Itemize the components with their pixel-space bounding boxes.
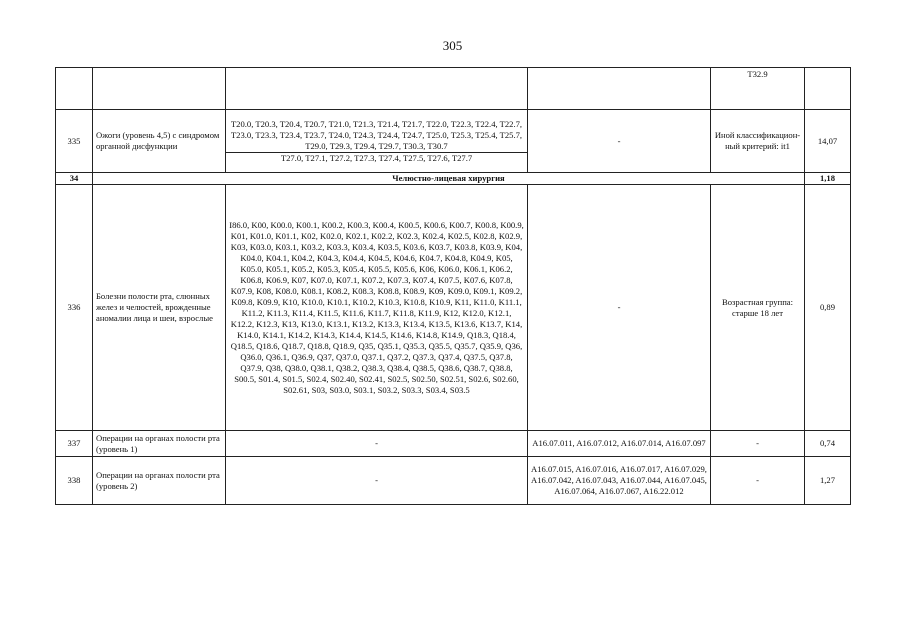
diagnosis-codes [226,68,528,110]
table-row-336 [56,185,851,431]
coefficient: 14,07 [805,110,851,173]
section-title: Челюстно-лицевая хирургия [93,173,805,185]
other-criteria: Иной классификацион-ный критерий: it1 [711,110,805,173]
row-number: 337 [56,431,93,457]
row-name: Болезни полости рта, слюнных желез и челюстей, врожденные аномалии лица и шеи, взрослые [93,185,226,431]
coefficient: 0,74 [805,431,851,457]
diagnosis-codes: - [226,431,528,457]
diagnosis-codes: - [226,457,528,505]
row-name [93,68,226,110]
coefficient: 1,27 [805,457,851,505]
row-name: Операции на органах полости рта (уровень 1) [93,431,226,457]
table-row-continuation [56,68,851,110]
diagnosis-codes-extra: T27.0, T27.1, T27.2, T27.3, T27.4, T27.5, T27.6, T27.7 [280,153,473,163]
csg-table [55,67,851,505]
diagnosis-codes: I86.0, K00, K00.0, K00.1, K00.2, K00.3, K00.4, K00.5, K00.6, K00.7, K00.8, K00.9, K01, K01.0, K01.1, K02, K02.0, K02.1, K02.2, K02.3, K02.4, K02.5, K02.8, K02.9, K03, K03.0, K03.1, K03.2, K03.3, K03.4, K03.5, K03.6, K03.7, K03.8, K03.9, K04, K04.0, K04.1, K04.2, K04.3, K04.4, K04.5, K04.6, K04.7, K04.8, K04.9, K05, K05.0, K05.1, K05.2, K05.3, K05.4, K05.5, K05.6, K06, K06.0, K06.1, K06.2, K06.8, K06.9, K07, K07.0, K07.1, K07.2, K07.3, K07.4, K07.5, K07.6, K07.8, K07.9, K08, K08.0, K08.1, K08.2, K08.3, K08.8, K08.9, K09, K09.0, K09.1, K09.2, K09.8, K09.9, K10, K10.0, K10.1, K10.2, K10.3, K10.8, K10.9, K11, K11.0, K11.1, K11.2, K11.3, K11.4, K11.5, K11.6, K11.7, K11.8, K11.9, K12, K12.0, K12.1, K12.2, K12.3, K13, K13.0, K13.1, K13.2, K13.3, K13.4, K13.5, K13.6, K13.7, K14, K14.0, K14.1, K14.2, K14.3, K14.4, K14.5, K14.6, K14.8, K14.9, Q18.3, Q18.4, Q18.5, Q18.6, Q18.7, Q18.8, Q18.9, Q35, Q35.1, Q35.3, Q35.5, Q35.7, Q35.9, Q36, Q36.0, Q36.1, Q36.9, Q37, Q37.0, Q37.1, Q37.2, Q37.3, Q37.4, Q37.5, Q37.8, Q37.9, Q38, Q38.0, Q38.1, Q38.2, Q38.3, Q38.4, Q38.5, Q38.6, Q38.7, Q38.8, S00.5, S01.4, S01.5, S02.4, S02.40, S02.41, S02.5, S02.50, S02.51, S02.6, S02.60, S02.61, S03, S03.0, S03.1, S03.2, S03.3, S03.4, S03.5 [226,185,528,431]
table-row-337 [56,431,851,457]
coefficient: 0,89 [805,185,851,431]
section-row-34 [56,173,851,185]
coefficient [805,68,851,110]
row-name: Ожоги (уровень 4,5) с синдромом органной дисфункции [93,110,226,173]
operation-codes: A16.07.011, A16.07.012, A16.07.014, A16.07.097 [528,431,711,457]
operation-codes: A16.07.015, A16.07.016, A16.07.017, A16.07.029, A16.07.042, A16.07.043, A16.07.044, A16.07.045, A16.07.064, A16.07.067, A16.22.012 [528,457,711,505]
other-criteria: - [711,431,805,457]
other-criteria-text: T32.9 [747,69,768,79]
row-number [56,68,93,110]
table-row-335 [56,110,851,173]
diagnosis-codes-main: T20.0, T20.3, T20.4, T20.7, T21.0, T21.3, T21.4, T21.7, T22.0, T22.3, T22.4, T22.7, T23.0, T23.3, T23.4, T23.7, T24.0, T24.3, T24.4, T24.7, T25.0, T25.3, T25.4, T25.7, T29.0, T29.3, T29.4, T29.7, T30.3, T30.7 [226,118,527,153]
section-coefficient: 1,18 [805,173,851,185]
diagnosis-codes [226,110,528,173]
other-criteria: - [711,457,805,505]
table-row-338 [56,457,851,505]
row-number: 338 [56,457,93,505]
operation-codes: - [528,110,711,173]
row-number: 336 [56,185,93,431]
other-criteria [711,68,805,110]
row-number: 335 [56,110,93,173]
operation-codes: - [528,185,711,431]
row-name: Операции на органах полости рта (уровень 2) [93,457,226,505]
other-criteria: Возрастная группа: старше 18 лет [711,185,805,431]
page-number: 305 [442,38,463,53]
operation-codes [528,68,711,110]
section-number: 34 [56,173,93,185]
